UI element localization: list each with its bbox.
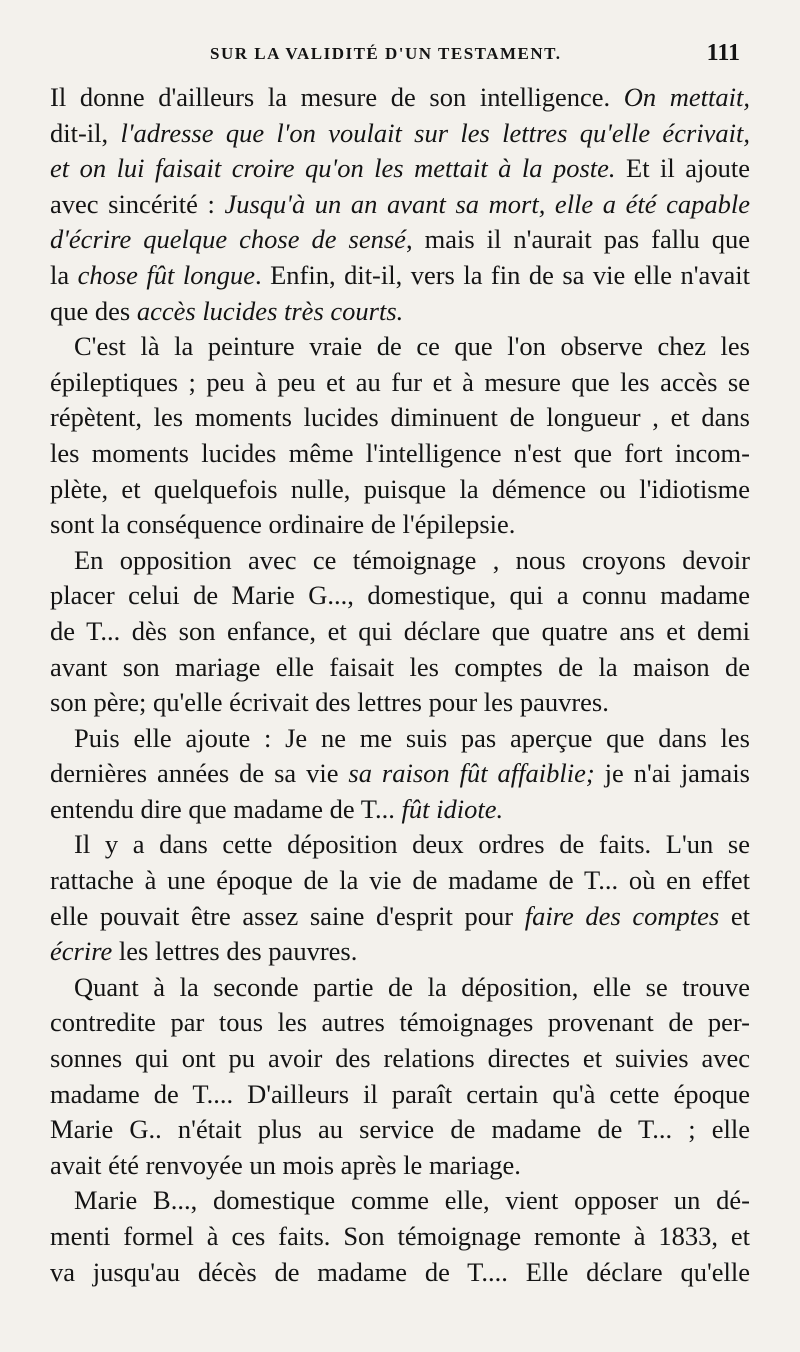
text-line [50, 934, 750, 970]
text-line [50, 294, 750, 330]
text-line [50, 80, 750, 116]
text-run: les lettres des pauvres. [112, 936, 358, 967]
text-line [50, 116, 750, 152]
text-run: dit-il, [50, 117, 121, 148]
text-line [50, 1112, 750, 1148]
text-run: va jusqu'au décès de madame de T.... Elle déclare qu'elle [50, 1256, 750, 1287]
text-run: les moments lucides même l'intelligence n'est que fort incom- [50, 437, 750, 468]
text-line [50, 1219, 750, 1255]
text-line [50, 721, 750, 757]
text-line [50, 614, 750, 650]
text-run: son père; qu'elle écrivait des lettres pour les pauvres. [50, 687, 609, 718]
text-line [50, 578, 750, 614]
italic-run: d'écrire quelque chose de sensé [50, 224, 406, 255]
text-line [50, 329, 750, 365]
italic-run: accès lucides très courts. [136, 295, 404, 326]
text-run: Puis elle ajoute : Je ne me suis pas aperçue que dans les [74, 722, 750, 753]
text-run: contredite par tous les autres témoignages provenant de per- [50, 1007, 750, 1038]
text-run: menti formel à ces faits. Son témoignage remonte à 1833, et [50, 1221, 750, 1251]
text-run: avec sincérité : [50, 188, 225, 219]
italic-run: Jusqu'à un an avant sa mort, elle a été capable [224, 188, 750, 219]
text-run: placer celui de Marie G..., domestique, qui a connu madame [50, 580, 750, 611]
italic-run: chose fût longue [77, 259, 255, 290]
text-run: épileptiques ; peu à peu et au fur et à mesure que les accès se [50, 366, 750, 397]
text-run: la [50, 259, 78, 290]
text-run: Et il ajoute [615, 153, 750, 184]
text-line [50, 1255, 750, 1291]
text-line [50, 151, 750, 187]
text-run: sonnes qui ont pu avoir des relations directes et suivies avec [50, 1043, 750, 1074]
text-line [50, 187, 750, 223]
text-line [50, 222, 750, 258]
text-line [50, 827, 750, 863]
text-run: Il donne d'ailleurs la mesure de son intelligence. [50, 82, 624, 112]
text-run: rattache à une époque de la vie de madame de T... où en effet [50, 865, 750, 896]
body-text [50, 80, 750, 1290]
text-line [50, 365, 750, 401]
text-run: Marie G.. n'était plus au service de madame de T... ; elle [50, 1114, 750, 1145]
text-run: je n'ai jamais [594, 758, 750, 789]
text-run: madame de T.... D'ailleurs il paraît certain qu'à cette époque [50, 1078, 750, 1109]
text-line [50, 436, 750, 472]
text-line [50, 1077, 750, 1113]
text-line [50, 1183, 750, 1219]
text-run: et [719, 900, 750, 931]
italic-run: l'adresse que l'on voulait sur les lettres qu'elle écrivait, [120, 117, 750, 148]
text-run: . Enfin, dit-il, vers la fin de sa vie elle n'avait [255, 259, 750, 290]
text-run: C'est là la peinture vraie de ce que l'on observe chez les [74, 331, 750, 362]
text-run: dernières années de sa vie [50, 758, 349, 789]
italic-run: et on lui faisait croire qu'on les mettait à la poste. [50, 153, 616, 184]
text-line [50, 792, 750, 828]
text-run: plète, et quelquefois nulle, puisque la démence ou l'idiotisme [50, 473, 750, 504]
text-line [50, 970, 750, 1006]
text-line [50, 1148, 750, 1184]
text-run: Marie B..., domestique comme elle, vient opposer un dé- [74, 1185, 750, 1216]
text-line [50, 1005, 750, 1041]
text-run: Quant à la seconde partie de la déposition, elle se trouve [74, 971, 750, 1002]
italic-run: sa raison fût affaiblie; [348, 758, 595, 789]
text-run: avant son mariage elle faisait les comptes de la maison de [50, 651, 750, 682]
text-run: avait été renvoyée un mois après le mariage. [50, 1149, 521, 1180]
text-run: sont la conséquence ordinaire de l'épilepsie. [50, 509, 516, 540]
running-title: SUR LA VALIDITÉ D'UN TESTAMENT. [210, 44, 562, 63]
italic-run: écrire [50, 936, 113, 967]
page-number: 111 [706, 40, 740, 66]
italic-run: On mettait, [623, 82, 750, 112]
text-line [50, 507, 750, 543]
italic-run: fût idiote. [401, 793, 504, 824]
text-line [50, 650, 750, 686]
text-line [50, 899, 750, 935]
text-run: Il y a dans cette déposition deux ordres de faits. L'un se [74, 829, 750, 860]
text-run: elle pouvait être assez saine d'esprit pour [50, 900, 525, 931]
text-run: entendu dire que madame de T... [50, 793, 402, 824]
text-run: En opposition avec ce témoignage , nous croyons devoir [74, 544, 750, 575]
text-line [50, 400, 750, 436]
text-line [50, 685, 750, 721]
italic-run: faire des comptes [524, 900, 720, 931]
text-run: répètent, les moments lucides diminuent de longueur , et dans [50, 402, 750, 433]
text-run: que des [50, 295, 137, 326]
text-line [50, 863, 750, 899]
text-run: de T... dès son enfance, et qui déclare que quatre ans et demi [50, 615, 750, 646]
text-line [50, 258, 750, 294]
text-run: , mais il n'aurait pas fallu que [405, 224, 750, 255]
text-line [50, 756, 750, 792]
text-line [50, 472, 750, 508]
text-line [50, 543, 750, 579]
text-line [50, 1041, 750, 1077]
